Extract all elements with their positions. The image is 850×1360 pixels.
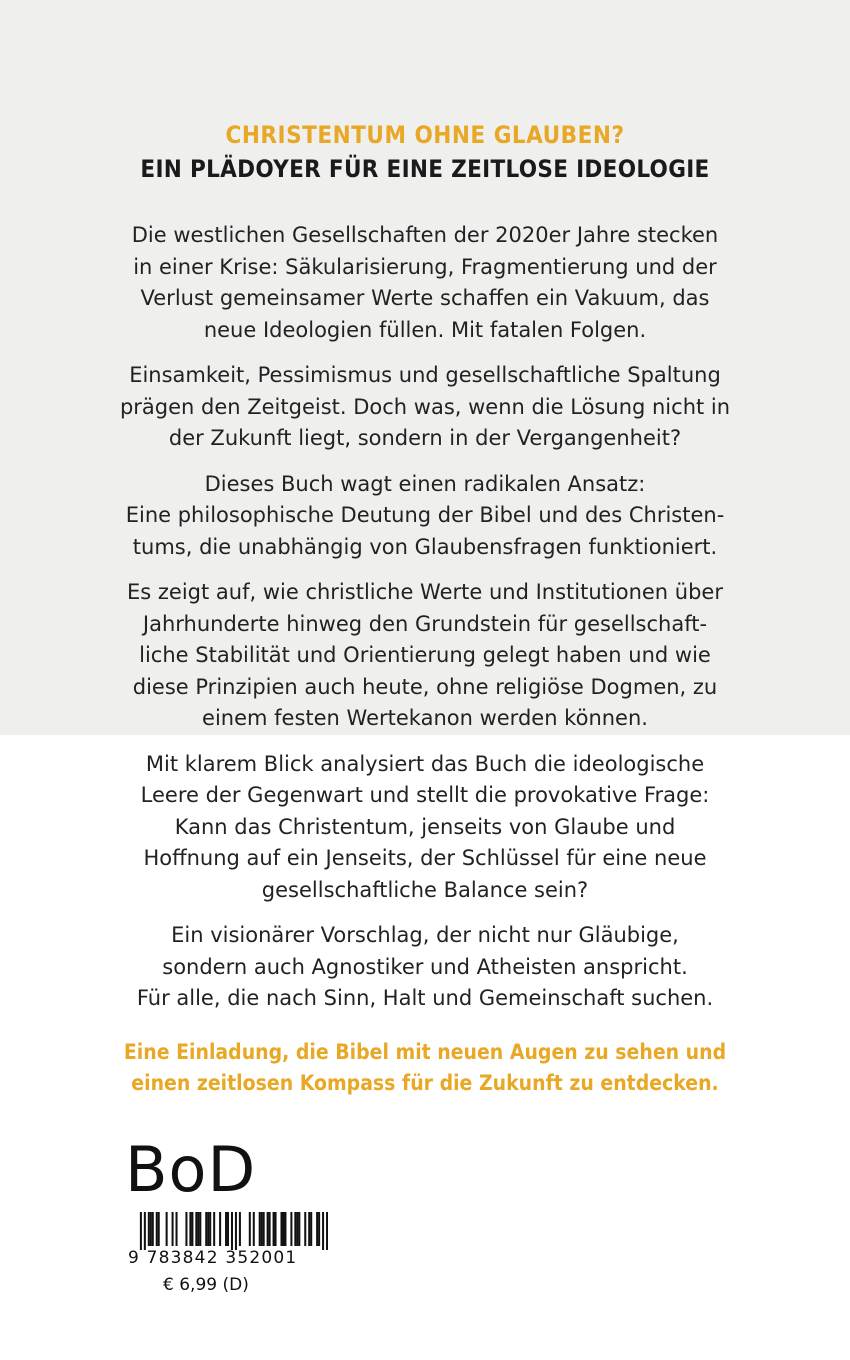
barcode-bar	[185, 1212, 187, 1246]
barcode-bar	[197, 1212, 199, 1246]
barcode-bar	[156, 1212, 158, 1246]
paragraph-2	[65, 360, 785, 455]
paragraph-line: Es zeigt auf, wie christliche Werte und Institutionen über	[127, 580, 723, 604]
paragraph-line: neue Ideologien füllen. Mit fatalen Folgen.	[203, 317, 647, 342]
closing-line: einen zeitlosen Kompass für die Zukunft zu entdecken.	[131, 1071, 719, 1095]
barcode-bar	[249, 1212, 251, 1246]
paragraph-line: diese Prinzipien auch heute, ohne religiöse Dogmen, zu	[132, 674, 718, 699]
barcode-bar	[148, 1212, 150, 1246]
barcode-bar	[219, 1212, 221, 1246]
barcode-bar	[209, 1212, 211, 1246]
barcode-bar	[253, 1212, 255, 1246]
barcode-bar	[239, 1212, 241, 1246]
barcode-bar	[280, 1212, 282, 1246]
barcode-bar	[207, 1212, 209, 1246]
paragraph-line: Dieses Buch wagt einen radikalen Ansatz:	[204, 471, 646, 496]
paragraph-line: Kann das Christentum, jenseits von Glaube und	[174, 814, 676, 839]
barcode-bar	[191, 1212, 193, 1246]
barcode-bar	[205, 1212, 207, 1246]
barcode-bar	[231, 1212, 233, 1250]
barcode-bar	[158, 1212, 160, 1246]
paragraph-line: Verlust gemeinsamer Werte schaffen ein Vakuum, das	[140, 286, 710, 310]
barcode-bar	[282, 1212, 284, 1246]
barcode-bar	[298, 1212, 300, 1246]
barcode-bar	[269, 1212, 271, 1246]
paragraph-line: Einsamkeit, Pessimismus und gesellschaftliche Spaltung	[129, 363, 721, 387]
barcode-bar	[294, 1212, 296, 1246]
barcode-bars	[128, 1212, 328, 1250]
headline-question: CHRISTENTUM OHNE GLAUBEN?	[225, 121, 625, 149]
paragraph-line: gesellschaftliche Balance sein?	[261, 877, 589, 902]
barcode-bar	[263, 1212, 265, 1246]
headline	[0, 118, 850, 186]
isbn-barcode	[128, 1212, 338, 1268]
paragraph-4	[65, 577, 785, 735]
paragraph-line: einem festen Wertekanon werden können.	[202, 706, 648, 730]
barcode-bar	[273, 1212, 275, 1246]
back-cover-text	[0, 118, 850, 1100]
publisher-logo: BoD	[125, 1133, 257, 1206]
barcode-bar	[275, 1212, 277, 1246]
barcode-bar	[259, 1212, 261, 1246]
barcode-bar	[310, 1212, 312, 1246]
barcode-bar	[284, 1212, 286, 1246]
paragraph-line: Leere der Gegenwart und stellt die provokative Frage:	[140, 783, 710, 807]
barcode-bar	[322, 1212, 324, 1250]
isbn-number: 9 783842 352001	[128, 1248, 298, 1268]
barcode-bar	[152, 1212, 154, 1246]
paragraph-3	[65, 469, 785, 564]
paragraph-line: Die westlichen Gesellschaften der 2020er Jahre stecken	[131, 223, 719, 247]
barcode-bar	[304, 1212, 306, 1246]
paragraph-5	[65, 749, 785, 907]
paragraph-line: Für alle, die nach Sinn, Halt und Gemeinschaft suchen.	[136, 986, 714, 1010]
paragraph-line: Eine philosophische Deutung der Bibel und des Christen-	[125, 503, 725, 527]
barcode-bar	[150, 1212, 152, 1246]
paragraph-line: Jahrhunderte hinweg den Grundstein für gesellschaft-	[142, 611, 708, 636]
paragraph-line: sondern auch Agnostiker und Atheisten anspricht.	[162, 954, 688, 979]
barcode-bar	[195, 1212, 197, 1246]
headline-subtitle: EIN PLÄDOYER FÜR EINE ZEITLOSE IDEOLOGIE	[140, 155, 710, 183]
barcode-bar	[176, 1212, 178, 1246]
closing-line: Eine Einladung, die Bibel mit neuen Augen zu sehen und	[123, 1039, 727, 1064]
barcode-bar	[144, 1212, 146, 1250]
paragraph-1	[65, 220, 785, 346]
barcode-bar	[140, 1212, 142, 1250]
barcode-bar	[308, 1212, 310, 1246]
paragraph-line: Mit klarem Blick analysiert das Buch die ideologische	[145, 751, 705, 776]
barcode-bar	[316, 1212, 318, 1246]
barcode-bar	[326, 1212, 328, 1250]
barcode-bar	[213, 1212, 215, 1246]
barcode-bar	[261, 1212, 263, 1246]
barcode-bar	[235, 1212, 237, 1250]
barcode-bar	[225, 1212, 227, 1246]
paragraph-line: Ein visionärer Vorschlag, der nicht nur Gläubige,	[171, 923, 679, 947]
barcode-bar	[296, 1212, 298, 1246]
paragraph-line: liche Stabilität und Orientierung gelegt haben und wie	[139, 643, 711, 667]
barcode-bar	[290, 1212, 292, 1246]
barcode-bar	[172, 1212, 174, 1246]
barcode-bar	[199, 1212, 201, 1246]
barcode-bar	[166, 1212, 168, 1246]
closing-invitation	[55, 1037, 795, 1100]
paragraph-6	[65, 920, 785, 1015]
barcode-bar	[267, 1212, 269, 1246]
paragraph-line: prägen den Zeitgeist. Doch was, wenn die Lösung nicht in	[119, 394, 731, 419]
paragraph-line: Hoffnung auf ein Jenseits, der Schlüssel für eine neue	[143, 846, 707, 870]
barcode-bar	[227, 1212, 229, 1246]
price-label: € 6,99 (D)	[163, 1275, 249, 1295]
paragraph-line: in einer Krise: Säkularisierung, Fragmentierung und der	[133, 254, 717, 279]
barcode-bar	[189, 1212, 191, 1246]
paragraph-line: der Zukunft liegt, sondern in der Vergangenheit?	[168, 426, 682, 450]
barcode-bar	[318, 1212, 320, 1246]
paragraph-line: tums, die unabhängig von Glaubensfragen funktioniert.	[132, 534, 718, 559]
